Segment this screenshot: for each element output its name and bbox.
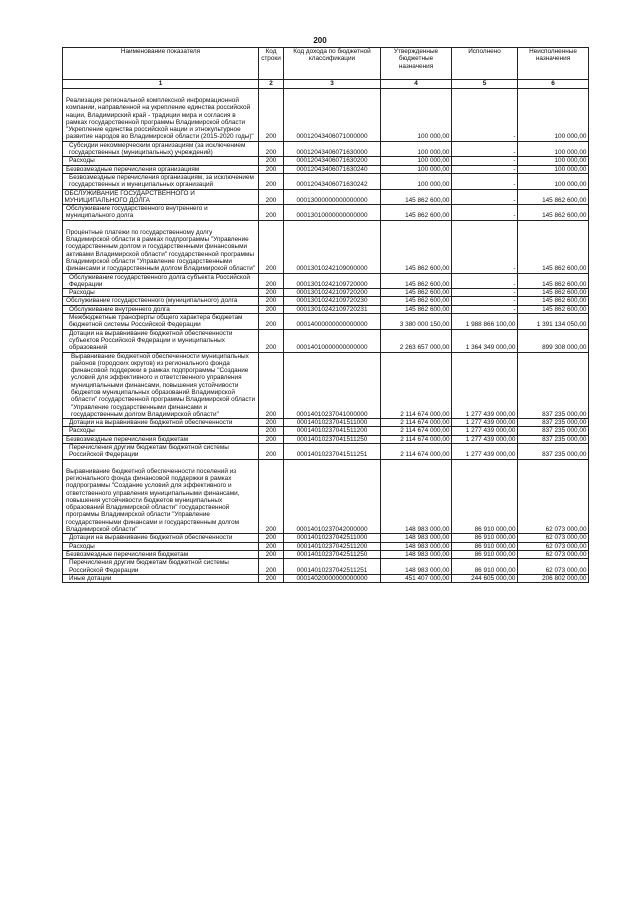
indicator-name-cell — [63, 273, 259, 289]
budget-code-cell: 00014010000000000000 — [284, 329, 381, 352]
line-code-cell: 200 — [259, 559, 284, 575]
approved-amount-cell: 148 983 000,00 — [381, 550, 452, 558]
indicator-name-cell — [63, 559, 259, 575]
budget-code-cell: 00013010242109720000 — [284, 273, 381, 289]
header-budget-code: Код дохода по бюджетной классификации — [284, 48, 381, 80]
indicator-name: Процентные платежи по государственному долгу Владимирской области в рамках подпрограммы "Управление государственным долгом и государственными финансовыми активами Владимирской области" государственной программы Владимирской области "Управление государственными финансами и государственным долгом Владимирской области" — [66, 228, 256, 273]
budget-code-cell: 00014010237041511200 — [284, 427, 381, 435]
indicator-name-cell — [63, 542, 259, 550]
header-executed: Исполнено — [452, 48, 518, 80]
approved-amount-cell: 145 862 600,00 — [381, 297, 452, 305]
executed-amount-cell: 1 988 866 100,00 — [452, 314, 518, 330]
approved-amount-cell: 2 263 657 000,00 — [381, 329, 452, 352]
indicator-name: Обслуживание государственного (муниципального) долга — [66, 297, 238, 305]
approved-amount-cell: 100 000,00 — [381, 157, 452, 165]
executed-amount-cell: - — [452, 89, 518, 142]
header-row — [63, 48, 589, 80]
indicator-name: Безвозмездные перечисления организациям — [66, 165, 200, 173]
header-line-code: Код строки — [259, 48, 284, 80]
table-row — [63, 329, 589, 352]
executed-amount-cell: 86 910 000,00 — [452, 534, 518, 542]
line-code-cell: 200 — [259, 205, 284, 221]
budget-code-cell: 00012043406071630200 — [284, 157, 381, 165]
budget-code-cell: 00014010237042511250 — [284, 550, 381, 558]
approved-amount-cell: 148 983 000,00 — [381, 542, 452, 550]
budget-code-cell: 00013010000000000000 — [284, 205, 381, 221]
line-code-cell: 200 — [259, 220, 284, 273]
line-code-cell: 200 — [259, 574, 284, 582]
table-row — [63, 419, 589, 427]
approved-amount-cell: 148 983 000,00 — [381, 559, 452, 575]
budget-code-cell: 00014010237042000000 — [284, 459, 381, 534]
line-code-cell: 200 — [259, 141, 284, 157]
budget-code-cell: 00013010242109720230 — [284, 297, 381, 305]
indicator-name-cell — [63, 329, 259, 352]
executed-amount-cell: - — [452, 305, 518, 313]
indicator-name: Выравнивание бюджетной обеспеченности поселений из регионального фонда финансовой поддержки в рамках подпрограммы "Создание условий для эффективного и ответственного управления муниципальными финансами, повышения устойчивости бюджетов муниципальных образований Владимирской области" государственной программы Владимирской области "Управление государственными финансами и государственным долгом Владимирской области" — [66, 467, 240, 534]
budget-code-cell: 00012043406071630000 — [284, 141, 381, 157]
table-row — [63, 559, 589, 575]
unexecuted-amount-cell: 62 073 000,00 — [518, 559, 589, 575]
unexecuted-amount-cell: 62 073 000,00 — [518, 534, 589, 542]
unexecuted-amount-cell: 837 235 000,00 — [518, 419, 589, 427]
table-row — [63, 314, 589, 330]
unexecuted-amount-cell: 62 073 000,00 — [518, 550, 589, 558]
executed-amount-cell: 86 910 000,00 — [452, 559, 518, 575]
unexecuted-amount-cell: 206 802 000,00 — [518, 574, 589, 582]
indicator-name-cell — [63, 157, 259, 165]
executed-amount-cell: - — [452, 220, 518, 273]
indicator-name-cell — [63, 550, 259, 558]
approved-amount-cell: 145 862 600,00 — [381, 273, 452, 289]
line-code-cell: 200 — [259, 173, 284, 189]
executed-amount-cell: - — [452, 165, 518, 173]
line-code-cell: 200 — [259, 444, 284, 460]
executed-amount-cell: - — [452, 141, 518, 157]
budget-code-cell: 00014010237042511200 — [284, 542, 381, 550]
table-row — [63, 189, 589, 205]
unexecuted-amount-cell: 100 000,00 — [518, 173, 589, 189]
indicator-name-cell — [63, 435, 259, 443]
indicator-name-cell — [63, 427, 259, 435]
column-number: 1 — [63, 80, 259, 89]
unexecuted-amount-cell: 837 235 000,00 — [518, 444, 589, 460]
table-row — [63, 435, 589, 443]
table-row — [63, 141, 589, 157]
line-code-cell: 200 — [259, 427, 284, 435]
indicator-name: Безвозмездные перечисления бюджетам — [66, 435, 189, 443]
executed-amount-cell: - — [452, 297, 518, 305]
approved-amount-cell: 100 000,00 — [381, 173, 452, 189]
executed-amount-cell: 1 277 439 000,00 — [452, 352, 518, 419]
budget-code-cell: 00014010237041511000 — [284, 419, 381, 427]
header-unexecuted: Неисполненные назначения — [518, 48, 589, 80]
executed-amount-cell: 86 910 000,00 — [452, 459, 518, 534]
column-number: 4 — [381, 80, 452, 89]
column-number-row — [63, 80, 589, 89]
indicator-name: Расходы — [69, 427, 95, 435]
approved-amount-cell: 2 114 674 000,00 — [381, 427, 452, 435]
line-code-cell: 200 — [259, 534, 284, 542]
table-row — [63, 220, 589, 273]
executed-amount-cell: 86 910 000,00 — [452, 542, 518, 550]
unexecuted-amount-cell: 837 235 000,00 — [518, 352, 589, 419]
indicator-name: Дотации на выравнивание бюджетной обеспеченности — [69, 419, 233, 427]
indicator-name: Обслуживание государственного внутреннего и муниципального долга — [66, 205, 208, 220]
unexecuted-amount-cell: 145 862 600,00 — [518, 273, 589, 289]
line-code-cell: 200 — [259, 297, 284, 305]
header-approved: Утвержденные бюджетные назначения — [381, 48, 452, 80]
unexecuted-amount-cell: 62 073 000,00 — [518, 459, 589, 534]
approved-amount-cell: 2 114 674 000,00 — [381, 419, 452, 427]
indicator-name: Перечисления другим бюджетам бюджетной системы Российской Федерации — [69, 444, 229, 459]
approved-amount-cell: 145 862 600,00 — [381, 205, 452, 221]
budget-code-cell: 00014010237041511251 — [284, 444, 381, 460]
executed-amount-cell: 1 277 439 000,00 — [452, 444, 518, 460]
unexecuted-amount-cell: 1 391 134 050,00 — [518, 314, 589, 330]
table-row — [63, 297, 589, 305]
approved-amount-cell: 3 380 000 150,00 — [381, 314, 452, 330]
unexecuted-amount-cell: 145 862 600,00 — [518, 220, 589, 273]
executed-amount-cell: - — [452, 189, 518, 205]
indicator-name: Межбюджетные трансферты общего характера бюджетам бюджетной системы Российской Федерации — [69, 314, 243, 329]
unexecuted-amount-cell: 100 000,00 — [518, 89, 589, 142]
budget-code-cell: 00013010242109000000 — [284, 220, 381, 273]
budget-code-cell: 00012043406071630240 — [284, 165, 381, 173]
table-row — [63, 173, 589, 189]
line-code-cell: 200 — [259, 542, 284, 550]
indicator-name-cell — [63, 189, 259, 205]
table-row — [63, 352, 589, 419]
column-number: 3 — [284, 80, 381, 89]
executed-amount-cell: 1 277 439 000,00 — [452, 427, 518, 435]
unexecuted-amount-cell: 100 000,00 — [518, 165, 589, 173]
indicator-name-cell — [63, 574, 259, 582]
indicator-name-cell — [63, 352, 259, 419]
budget-code-cell: 00013010242109720231 — [284, 305, 381, 313]
indicator-name: Безвозмездные перечисления организациям, за исключением государственных и муниципальных организаций — [69, 173, 254, 189]
approved-amount-cell: 145 862 600,00 — [381, 289, 452, 297]
approved-amount-cell: 451 407 000,00 — [381, 574, 452, 582]
unexecuted-amount-cell: 62 073 000,00 — [518, 542, 589, 550]
column-number: 6 — [518, 80, 589, 89]
approved-amount-cell: 145 862 600,00 — [381, 189, 452, 205]
budget-code-cell: 00014010237041511250 — [284, 435, 381, 443]
indicator-name: Обслуживание государственного долга субъекта Российской Федерации — [69, 273, 250, 288]
indicator-name-cell — [63, 419, 259, 427]
indicator-name: Безвозмездные перечисления бюджетам — [66, 550, 189, 558]
line-code-cell: 200 — [259, 419, 284, 427]
budget-code-cell: 00012043406071630242 — [284, 173, 381, 189]
line-code-cell: 200 — [259, 329, 284, 352]
line-code-cell: 200 — [259, 89, 284, 142]
indicator-name: ОБСЛУЖИВАНИЕ ГОСУДАРСТВЕННОГО И МУНИЦИПАЛЬНОГО ДОЛГА — [64, 189, 195, 204]
table-row — [63, 444, 589, 460]
executed-amount-cell: 244 605 000,00 — [452, 574, 518, 582]
table-row — [63, 165, 589, 173]
line-code-cell: 200 — [259, 165, 284, 173]
executed-amount-cell: 86 910 000,00 — [452, 550, 518, 558]
table-row — [63, 205, 589, 221]
unexecuted-amount-cell: 100 000,00 — [518, 141, 589, 157]
indicator-name: Субсидии некоммерческим организациям (за исключением государственных (муниципальных) учреждений) — [69, 141, 246, 157]
indicator-name: Перечисления другим бюджетам бюджетной системы Российской Федерации — [69, 559, 229, 574]
approved-amount-cell: 100 000,00 — [381, 89, 452, 142]
budget-code-cell: 00013000000000000000 — [284, 189, 381, 205]
executed-amount-cell: - — [452, 173, 518, 189]
indicator-name-cell — [63, 289, 259, 297]
executed-amount-cell: - — [452, 289, 518, 297]
indicator-name-cell — [63, 89, 259, 142]
table-row — [63, 157, 589, 165]
table-row — [63, 305, 589, 313]
unexecuted-amount-cell: 145 862 600,00 — [518, 305, 589, 313]
indicator-name: Реализация региональной комплексной информационной компании, направленной на укрепление единства российской нации, Владимирский край - традиции мира и согласия в рамках государственной программы Владимирской области "Укрепление единства российской нации и этнокультурное развитие народов во Владимирской области (2015-2020 годы)" — [66, 97, 254, 141]
executed-amount-cell: - — [452, 273, 518, 289]
budget-code-cell: 00014010237042511251 — [284, 559, 381, 575]
approved-amount-cell: 148 983 000,00 — [381, 459, 452, 534]
page-number: 200 — [313, 36, 327, 45]
approved-amount-cell: 145 862 600,00 — [381, 305, 452, 313]
indicator-name: Дотации на выравнивание бюджетной обеспеченности — [69, 534, 233, 542]
table-row — [63, 534, 589, 542]
unexecuted-amount-cell: 837 235 000,00 — [518, 435, 589, 443]
indicator-name-cell — [63, 165, 259, 173]
budget-code-cell: 00014010237041000000 — [284, 352, 381, 419]
table-row — [63, 427, 589, 435]
budget-code-cell: 00014020000000000000 — [284, 574, 381, 582]
unexecuted-amount-cell: 145 862 600,00 — [518, 297, 589, 305]
line-code-cell: 200 — [259, 352, 284, 419]
line-code-cell: 200 — [259, 305, 284, 313]
executed-amount-cell: - — [452, 157, 518, 165]
indicator-name: Обслуживание внутреннего долга — [69, 305, 170, 313]
executed-amount-cell: 1 277 439 000,00 — [452, 419, 518, 427]
line-code-cell: 200 — [259, 550, 284, 558]
budget-code-cell: 00012043406071000000 — [284, 89, 381, 142]
indicator-name-cell — [63, 141, 259, 157]
approved-amount-cell: 148 983 000,00 — [381, 534, 452, 542]
indicator-name-cell — [63, 205, 259, 221]
indicator-name-cell — [63, 173, 259, 189]
indicator-name: Дотации на выравнивание бюджетной обеспеченности субъектов Российской Федерации и муниципальных образований — [69, 329, 233, 352]
indicator-name: Расходы — [69, 542, 95, 550]
indicator-name-cell — [63, 459, 259, 534]
table-row — [63, 89, 589, 142]
approved-amount-cell: 2 114 674 000,00 — [381, 352, 452, 419]
indicator-name-cell — [63, 305, 259, 313]
executed-amount-cell: 1 364 349 000,00 — [452, 329, 518, 352]
budget-code-cell: 00014000000000000000 — [284, 314, 381, 330]
indicator-name: Расходы — [69, 289, 95, 297]
column-number: 5 — [452, 80, 518, 89]
indicator-name-cell — [63, 534, 259, 542]
indicator-name-cell — [63, 314, 259, 330]
table-row — [63, 574, 589, 582]
budget-execution-table — [62, 47, 589, 583]
header-indicator-name: Наименование показателя — [63, 48, 259, 80]
table-row — [63, 459, 589, 534]
indicator-name-cell — [63, 220, 259, 273]
unexecuted-amount-cell: 100 000,00 — [518, 157, 589, 165]
unexecuted-amount-cell: 899 308 000,00 — [518, 329, 589, 352]
indicator-name-cell — [63, 297, 259, 305]
column-number: 2 — [259, 80, 284, 89]
unexecuted-amount-cell: 837 235 000,00 — [518, 427, 589, 435]
table-row — [63, 542, 589, 550]
indicator-name: Выравнивание бюджетной обеспеченности муниципальных районов (городских округов) из регионального фонда финансовой поддержки в рамках подпрограммы "Создание условий для эффективного и ответственного управления муниципальными финансами, повышения устойчивости бюджетов муниципальных образований Владимирской области" государственной программы Владимирской области "Управление государственными финансами и государственным долгом Владимирской области" — [71, 352, 256, 418]
line-code-cell: 200 — [259, 189, 284, 205]
budget-code-cell: 00014010237042511000 — [284, 534, 381, 542]
approved-amount-cell: 2 114 674 000,00 — [381, 435, 452, 443]
unexecuted-amount-cell: 145 862 600,00 — [518, 289, 589, 297]
approved-amount-cell: 145 862 600,00 — [381, 220, 452, 273]
table-body — [63, 89, 589, 583]
indicator-name-cell — [63, 444, 259, 460]
approved-amount-cell: 100 000,00 — [381, 141, 452, 157]
executed-amount-cell: - — [452, 205, 518, 221]
approved-amount-cell: 100 000,00 — [381, 165, 452, 173]
unexecuted-amount-cell: 145 862 600,00 — [518, 205, 589, 221]
approved-amount-cell: 2 114 674 000,00 — [381, 444, 452, 460]
line-code-cell: 200 — [259, 289, 284, 297]
line-code-cell: 200 — [259, 435, 284, 443]
table-row — [63, 273, 589, 289]
executed-amount-cell: 1 277 439 000,00 — [452, 435, 518, 443]
indicator-name: Иные дотации — [69, 574, 112, 582]
table-row — [63, 550, 589, 558]
budget-code-cell: 00013010242109720200 — [284, 289, 381, 297]
line-code-cell: 200 — [259, 273, 284, 289]
line-code-cell: 200 — [259, 459, 284, 534]
unexecuted-amount-cell: 145 862 600,00 — [518, 189, 589, 205]
table-row — [63, 289, 589, 297]
line-code-cell: 200 — [259, 157, 284, 165]
line-code-cell: 200 — [259, 314, 284, 330]
indicator-name: Расходы — [69, 157, 95, 165]
